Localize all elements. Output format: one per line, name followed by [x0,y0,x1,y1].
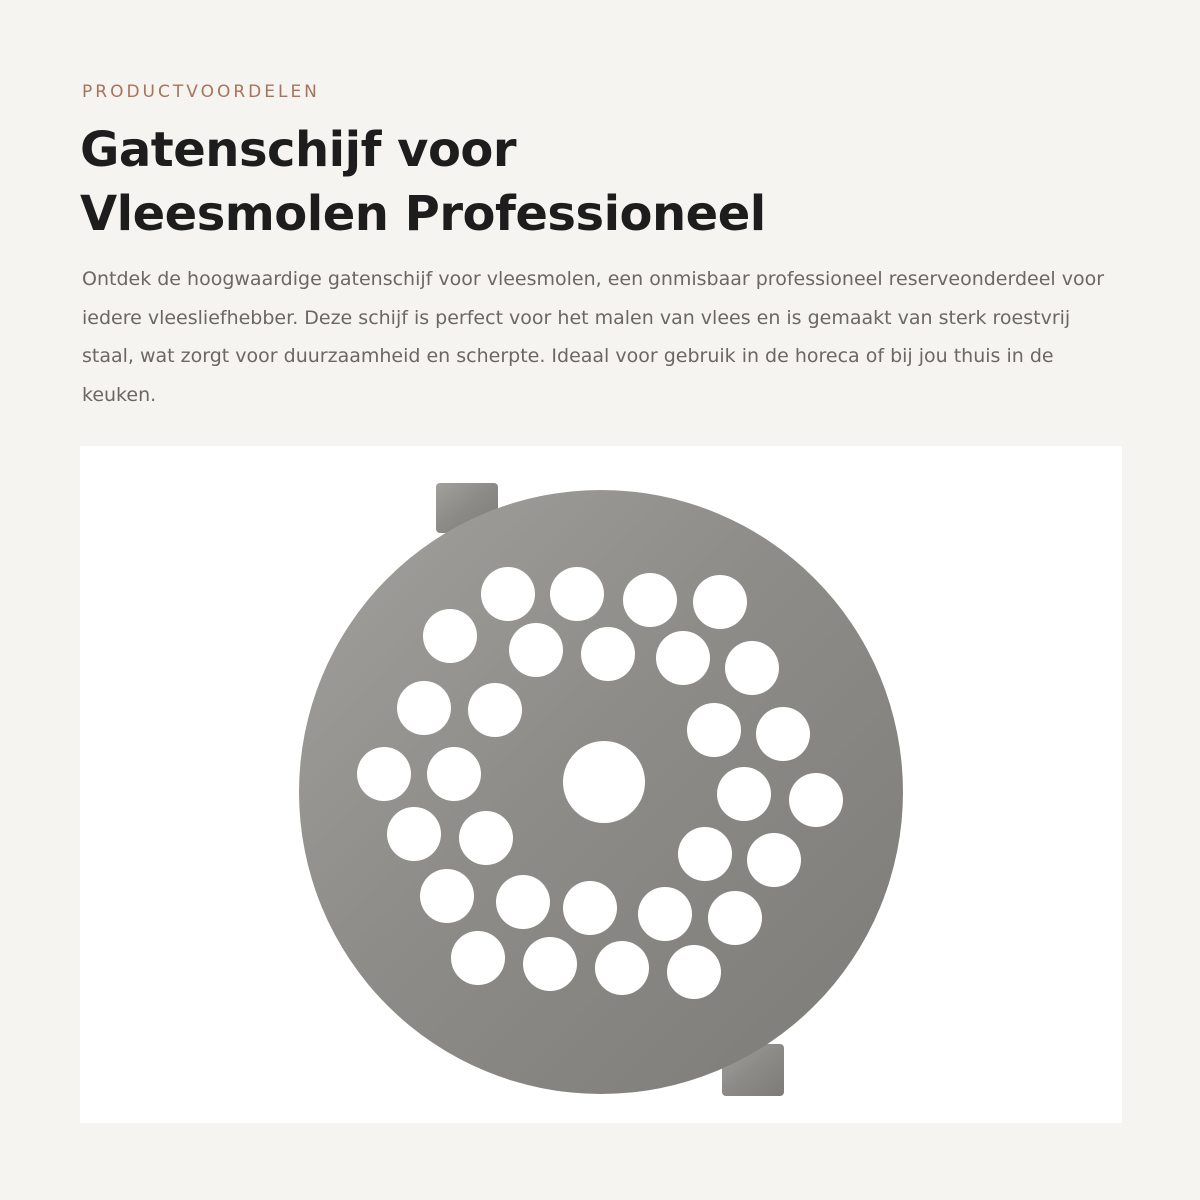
grinder-plate [299,483,903,1096]
product-photo [80,446,1122,1123]
intro-paragraph: Ontdek de hoogwaardige gatenschijf voor vleesmolen, een onmisbaar professioneel reserveonderdeel voor iedere vleesliefhebber. Deze schijf is perfect voor het malen van vlees en is gemaakt van sterk roestvrij staal, wat zorgt voor duurzaamheid en scherpte. Ideaal voor gebruik in de horeca of bij jou thuis in de keuken. [82,268,1105,406]
page-title-line-1: Gatenschijf voor [80,122,517,178]
plate-disc [299,490,903,1094]
section-eyebrow: PRODUCTVOORDELEN [82,82,320,102]
page-title [80,118,1140,246]
grinder-plate-image [80,446,1122,1123]
page-title-line-2: Vleesmolen Professioneel [80,186,766,242]
